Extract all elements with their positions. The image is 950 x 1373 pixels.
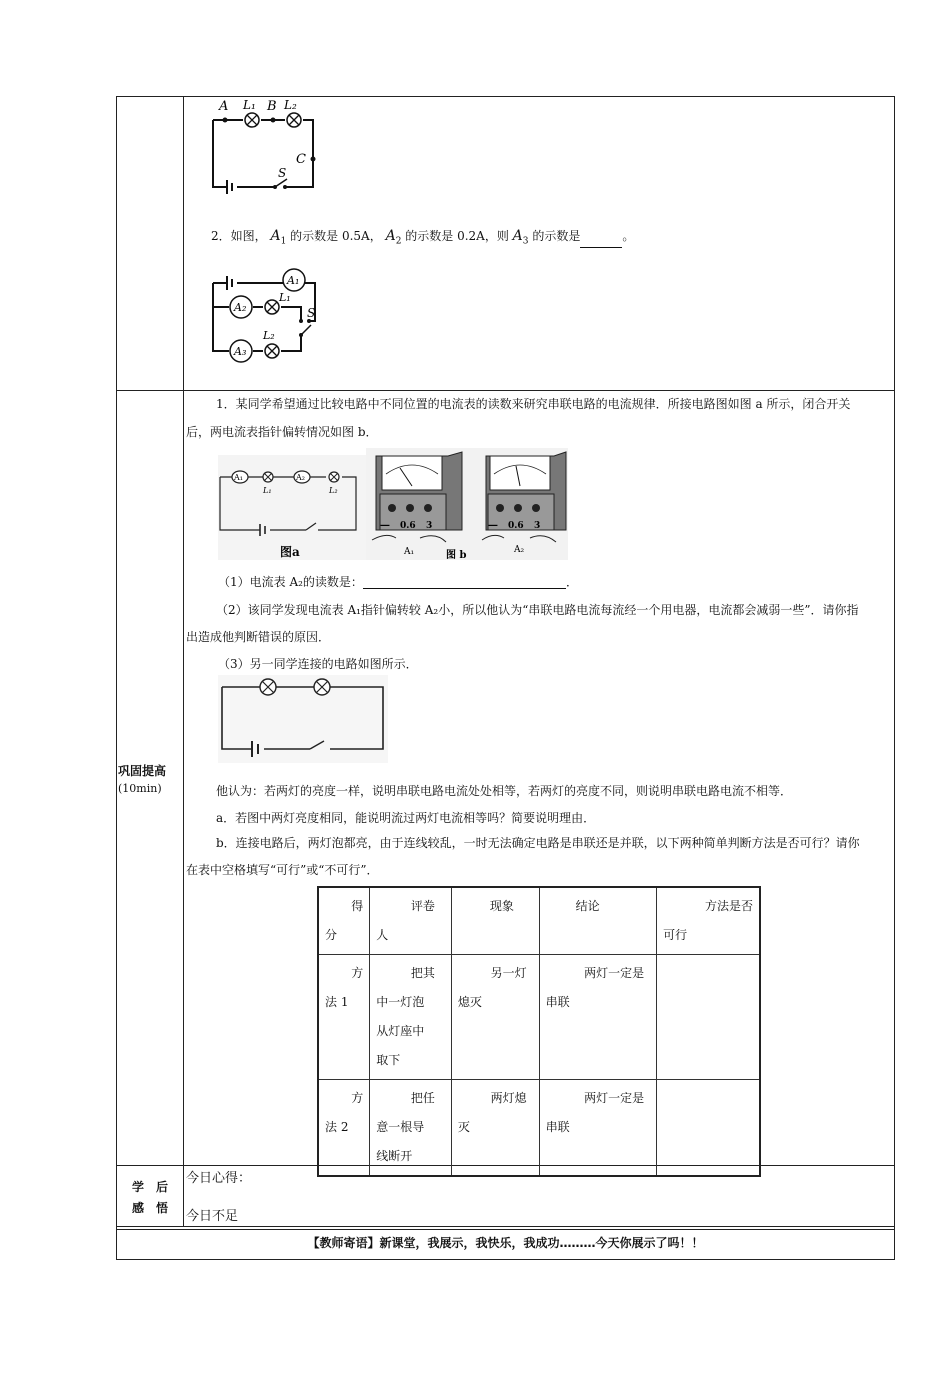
row1-feasible-answer[interactable] [657, 955, 760, 1080]
sub-question-1-text: （1）电流表 A₂的读数是： [218, 575, 363, 589]
fig-a-l1: L₁ [263, 486, 272, 495]
problem-1-line2: 后，两电流表指针偏转情况如图 b． [186, 425, 378, 439]
table-header-row [318, 887, 760, 955]
header-phenomenon: 现象 [451, 887, 539, 955]
label-s: S [278, 166, 287, 180]
figure-b-ammeters [366, 448, 568, 560]
meter1-dash: — [380, 520, 390, 531]
judgment-table [317, 886, 761, 1177]
label-a: A [219, 99, 229, 114]
q2-text2: 的示数是 0.2A，则 [405, 229, 509, 243]
fig-b-caption: 图 b [446, 550, 467, 560]
fig-a-l2: L₂ [329, 486, 338, 495]
meter2-scale-3: 3 [534, 521, 541, 531]
q2-meter2-sub: 2 [395, 236, 402, 247]
fig-a-a2: A₂ [296, 473, 305, 482]
fig-a-caption: 图a [280, 545, 300, 559]
q2-text3: 的示数是 [532, 229, 581, 243]
label-a2: A₂ [234, 301, 247, 314]
label-c: C [296, 152, 306, 167]
q2-meter3-sub: 3 [522, 236, 529, 247]
series-circuit-diagram [205, 95, 320, 195]
row1-phenomenon: 另一灯 熄灭 [451, 955, 539, 1080]
question-2 [211, 229, 634, 248]
label-l2: L₂ [263, 329, 275, 342]
q2-meter1-sub: 1 [280, 236, 287, 247]
label-column-divider [183, 96, 184, 1227]
row2-method: 方 法 2 [318, 1080, 370, 1177]
header-grader: 评卷 人 [370, 887, 452, 955]
q2-meter2: A [385, 228, 396, 244]
meter2-label: A₂ [514, 545, 525, 555]
label-b: B [267, 99, 277, 114]
q2-meter1: A [270, 228, 281, 244]
reflection-gains[interactable]: 今日心得： [186, 1171, 252, 1186]
row-divider-3a [116, 1226, 895, 1227]
row-divider-1 [116, 390, 895, 391]
meter1-scale-3: 3 [426, 521, 433, 531]
header-conclusion: 结论 [539, 887, 656, 955]
reflection-label-2: 感 悟 [132, 1201, 169, 1215]
fig-a-a1: A₁ [234, 473, 243, 482]
header-score: 得 分 [318, 887, 370, 955]
paragraph-belief: 他认为：若两灯的亮度一样，说明串联电路电流处处相等，若两灯的亮度不同，则说明串联电路电流不相等． [216, 784, 793, 798]
two-lamp-series-circuit [218, 675, 388, 763]
sub-question-1 [218, 575, 578, 589]
row2-feasible-answer[interactable] [657, 1080, 760, 1177]
meter2-scale-06: 0.6 [508, 521, 524, 531]
q2-answer-blank[interactable] [580, 236, 622, 248]
parallel-circuit-diagram [205, 265, 325, 365]
q2-end: 。 [622, 229, 635, 243]
q2-prefix: 2．如图， [211, 229, 267, 243]
label-l1: L₁ [243, 98, 256, 112]
reflection-shortcomings[interactable]: 今日不足 [186, 1209, 239, 1224]
label-a1: A₁ [287, 274, 300, 287]
row2-conclusion: 两灯一定是 串联 [539, 1080, 656, 1177]
row2-action: 把任 意一根导 线断开 [370, 1080, 452, 1177]
meter1-scale-06: 0.6 [400, 521, 416, 531]
q2-text1: 的示数是 0.5A， [290, 229, 382, 243]
row-divider-3b [116, 1229, 895, 1230]
section-label-consolidate: 巩固提高 [118, 764, 167, 778]
paragraph-a: a．若图中两灯亮度相同，能说明流过两灯电流相等吗？简要说明理由． [216, 811, 596, 825]
label-a3: A₃ [234, 345, 247, 358]
q2-meter3: A [512, 228, 523, 244]
row1-method: 方 法 1 [318, 955, 370, 1080]
meter1-label: A₁ [404, 547, 415, 557]
label-l1: L₁ [279, 291, 291, 304]
section-time: (10min) [118, 782, 162, 795]
table-row [318, 955, 760, 1080]
table-bottom-border [116, 1259, 895, 1260]
label-l2: L₂ [284, 98, 297, 112]
teacher-message: 【教师寄语】新课堂，我展示，我快乐，我成功………今天你展示了吗！！ [307, 1236, 704, 1250]
meter2-dash: — [488, 520, 498, 531]
sub-question-3: （3）另一同学连接的电路如图所示． [218, 657, 418, 671]
row1-action: 把其 中一灯泡 从灯座中 取下 [370, 955, 452, 1080]
sub-question-1-end: ． [565, 575, 578, 589]
table-right-border [894, 96, 895, 1260]
reflection-label-1: 学 后 [132, 1180, 169, 1194]
header-feasible: 方法是否 可行 [657, 887, 760, 955]
row2-phenomenon: 两灯熄 灭 [451, 1080, 539, 1177]
sub-question-2-line1: （2）该同学发现电流表 A₁指针偏转较 A₂小，所以他认为“串联电路电流每流经一个用电器，电流都会减弱一些”．请你指 [216, 603, 859, 617]
figure-a-circuit [218, 455, 366, 560]
row1-conclusion: 两灯一定是 串联 [539, 955, 656, 1080]
problem-1-line1: 1．某同学希望通过比较电路中不同位置的电流表的读数来研究串联电路的电流规律．所接电路图如图 a 所示，闭合开关 [216, 397, 851, 411]
paragraph-b-line1: b．连接电路后，两灯泡都亮，由于连线较乱，一时无法确定电路是串联还是并联，以下两种简单判断方法是否可行？请你 [216, 836, 860, 850]
sub-question-2-line2: 出造成他判断错误的原因． [186, 630, 331, 644]
label-s: S [307, 306, 316, 320]
paragraph-b-line2: 在表中空格填写“可行”或“不可行”． [186, 863, 379, 877]
sub-question-1-blank[interactable] [363, 577, 566, 589]
table-row [318, 1080, 760, 1177]
table-left-border [116, 96, 117, 1260]
